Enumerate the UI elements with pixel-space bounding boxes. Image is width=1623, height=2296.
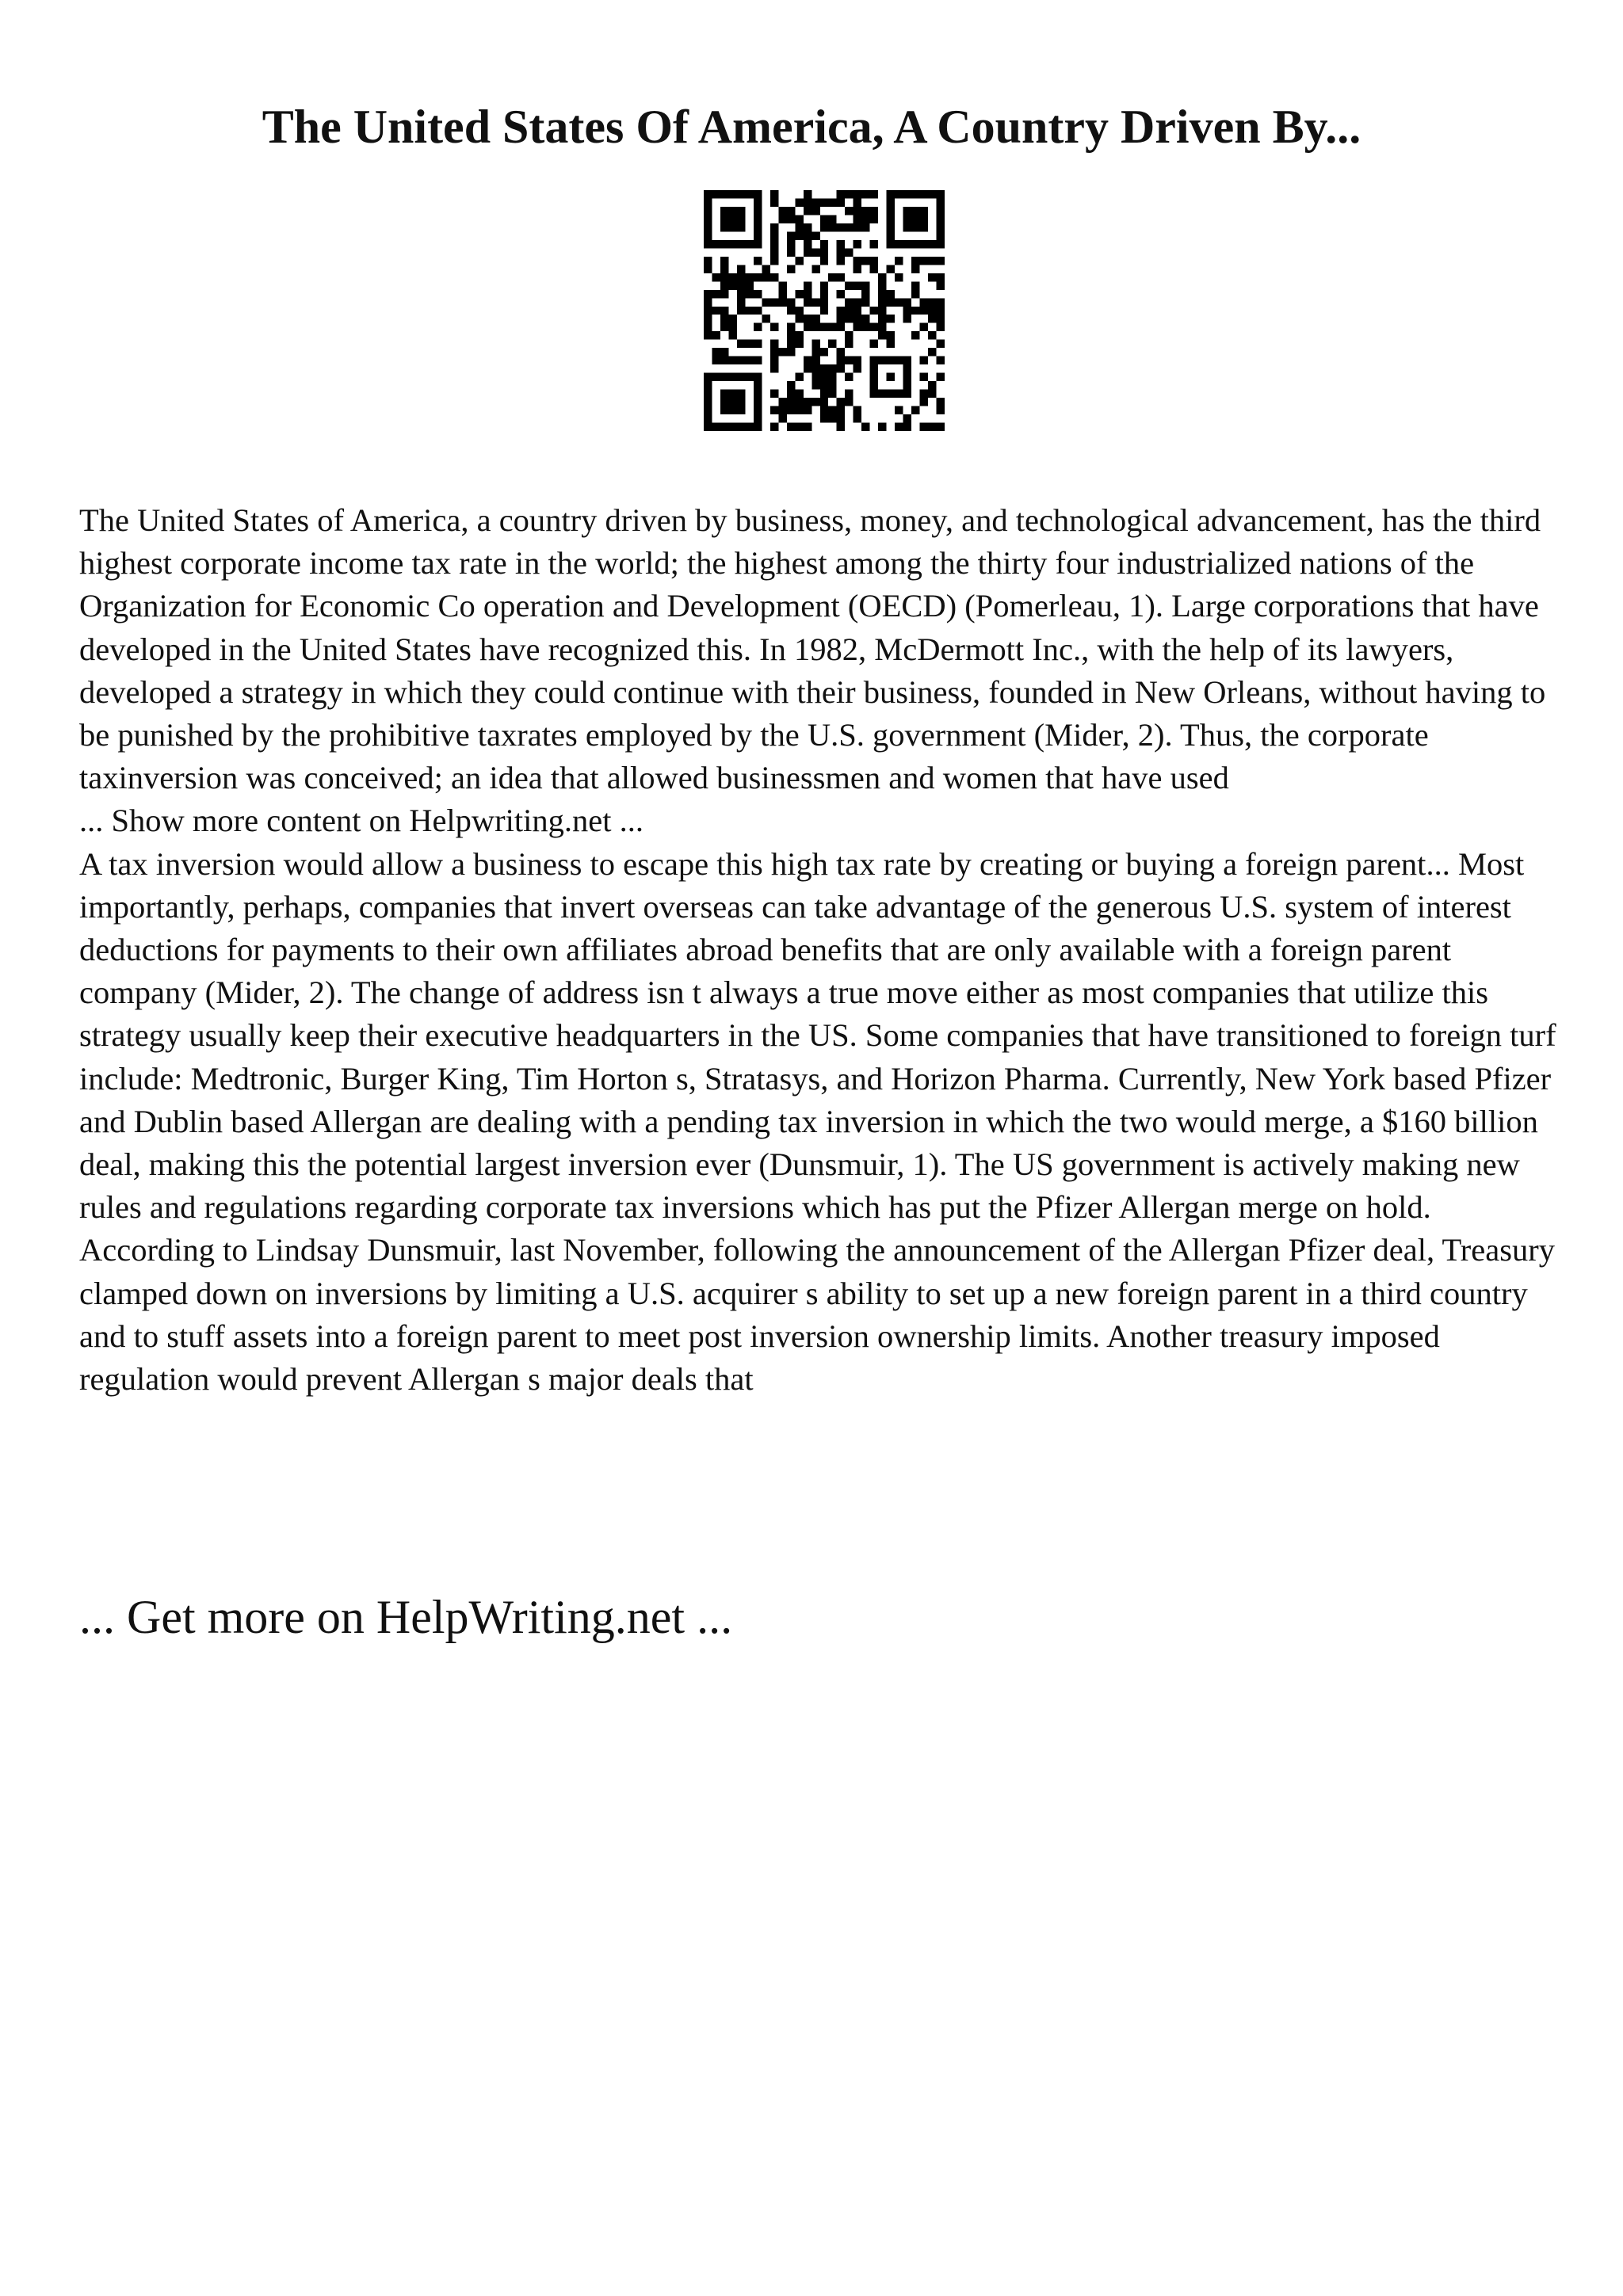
get-more-link[interactable]: ... Get more on HelpWriting.net ... [79,1591,733,1643]
document-body [79,499,1569,1401]
show-more-link[interactable]: ... Show more content on Helpwriting.net ... [79,803,644,839]
body-paragraph-1: The United States of America, a country driven by business, money, and technological advancement, has the third highest corporate income tax rate in the world; the highest among the thirty four industrialized nations of the Organization for Economic Co operation and Development (OECD) (Pomerleau, 1). Large corporations that have developed in the United States have recognized this. In 1982, McDermott Inc., with the help of its lawyers, developed a strategy in which they could continue with their business, founded in New Orleans, without having to be punished by the prohibitive taxrates employed by the U.S. government (Mider, 2). Thus, the corporate taxinversion was conceived; an idea that allowed businessmen and women that have used [79,502,1546,796]
body-paragraph-2: A tax inversion would allow a business to escape this high tax rate by creating or buying a foreign parent... Most importantly, perhaps, companies that invert overseas can take advantage of the generous U.S. system of interest deductions for payments to their own affiliates abroad benefits that are only available with a foreign parent company (Mider, 2). The change of address isn t always a true move either as most companies that utilize this strategy usually keep their executive headquarters in the US. Some companies that have transitioned to foreign turf include: Medtronic, Burger King, Tim Horton s, Stratasys, and Horizon Pharma. Currently, New York based Pfizer and Dublin based Allergan are dealing with a pending tax inversion in which the two would merge, a $160 billion deal, making this the potential largest inversion ever (Dunsmuir, 1). The US government is actively making new rules and regulations regarding corporate tax inversions which has put the Pfizer Allergan merge on hold. According to Lindsay Dunsmuir, last November, following the announcement of the Allergan Pfizer deal, Treasury clamped down on inversions by limiting a U.S. acquirer s ability to set up a new foreign parent in a third country and to stuff assets into a foreign parent to meet post inversion ownership limits. Another treasury imposed regulation would prevent Allergan s major deals that [79,845,1556,1398]
qr-code-icon [704,190,945,431]
document-title: The United States Of America, A Country Driven By... [262,101,1361,153]
